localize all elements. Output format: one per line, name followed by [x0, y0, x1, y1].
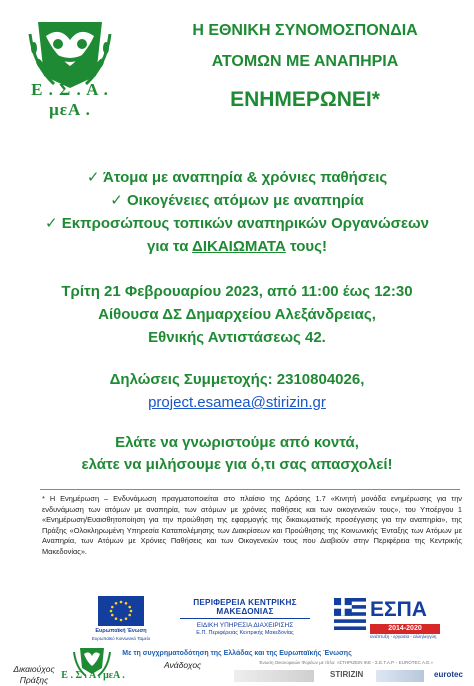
rights-line: για τα ΔΙΚΑΙΩΜΑΤΑ τους!: [147, 238, 327, 255]
partners-strip: [226, 660, 466, 686]
event-venue: Αίθουσα ΔΣ Δημαρχείου Αλεξάνδρειας,: [98, 306, 376, 323]
divider: [40, 489, 460, 490]
contact-phone: Δηλώσεις Συμμετοχής: 2310804026,: [109, 371, 365, 388]
logo-caption-small: Ε . Σ . Α . μεΑ .: [61, 670, 125, 681]
logo-caption: Ε . Σ . Α . μεΑ .: [31, 80, 109, 119]
region-title: ΠΕΡΙΦΕΡΕΙΑ ΚΕΝΤΡΙΚΗΣ ΜΑΚΕΔΟΝΙΑΣ: [193, 598, 297, 616]
eu-sublabel: Ευρωπαϊκό Κοινωνικό Ταμείο: [91, 636, 151, 641]
contact-email-link[interactable]: project.esamea@stirizin.gr: [148, 394, 326, 411]
eu-label: Ευρωπαϊκή Ένωση: [95, 628, 147, 634]
event-datetime: Τρίτη 21 Φεβρουαρίου 2023, από 11:00 έως 12:30: [61, 283, 413, 300]
contractor-label: Ανάδοχος: [164, 660, 202, 670]
checklist-item: ✓ Οικογένειες ατόμων με αναπηρία: [110, 192, 364, 209]
partner-logo: [376, 670, 424, 682]
check-icon: ✓: [110, 192, 123, 209]
sponsor-logos: [88, 596, 458, 644]
espa-tagline: ανάπτυξη - εργασία - αλληλεγγύη: [370, 634, 437, 639]
partners-caption: Ένωση Οικονομικών Φορέων με τίτλο: «ΣΤΗΡΙΖΕΙΝ ΙΚΕ - Σ.Ε.Τ.Α.Ρ. - EUROTEC Α.Ε.»: [258, 660, 434, 665]
cofunding-statement: Με τη συγχρηματοδότηση της Ελλάδας και της Ευρωπαϊκής Ένωσης: [122, 650, 352, 657]
region-rule: [180, 618, 310, 619]
rights-word: ΔΙΚΑΙΩΜΑΤΑ: [192, 238, 286, 255]
beneficiary-label: Δικαιούχος Πράξης: [13, 664, 55, 685]
eu-flag-icon: [98, 596, 144, 626]
region-subtitle: ΕΙΔΙΚΗ ΥΠΗΡΕΣΙΑ ΔΙΑΧΕΙΡΙΣΗΣ: [196, 622, 294, 629]
check-icon: ✓: [44, 215, 58, 232]
check-icon: ✓: [86, 169, 100, 186]
greek-flag-icon: [334, 598, 366, 630]
stirizin-logo: STIRIZIN: [330, 670, 364, 679]
header-line-2: ΑΤΟΜΩΝ ΜΕ ΑΝΑΠΗΡΙΑ: [211, 53, 399, 70]
event-address: Εθνικής Αντιστάσεως 42.: [148, 329, 326, 346]
region-subtitle-2: Ε.Π. Περιφέρειας Κεντρικής Μακεδονίας: [196, 630, 294, 636]
event-details: [0, 280, 474, 349]
region-logo: [170, 598, 320, 636]
eurotec-logo: eurotec: [434, 670, 463, 679]
bottom-strip: [0, 660, 474, 686]
eu-logo: [88, 596, 154, 642]
header: [150, 18, 460, 120]
invite-line-2: ελάτε να μιλήσουμε για ό,τι σας απασχολεί!: [81, 456, 393, 473]
espa-years: 2014-2020: [370, 624, 440, 634]
header-line-3: ΕΝΗΜΕΡΩΝΕΙ*: [230, 88, 380, 111]
partner-logo: [234, 670, 314, 682]
checklist-item: ✓ Εκπροσώπους τοπικών αναπηρικών Οργανώσεων: [44, 215, 430, 232]
audience-checklist: [0, 166, 474, 258]
checklist-item: ✓ Άτομα με αναπηρία & χρόνιες παθήσεις: [86, 169, 388, 186]
header-line-1: Η ΕΘΝΙΚΗ ΣΥΝΟΜΟΣΠΟΝΔΙΑ: [192, 22, 418, 39]
contact: [0, 368, 474, 414]
espa-word: ΕΣΠΑ: [370, 598, 427, 621]
espa-logo: [334, 596, 444, 640]
invite-line-1: Ελάτε να γνωριστούμε από κοντά,: [115, 434, 359, 451]
footnote: * Η Ενημέρωση – Ενδυνάμωση πραγματοποιείται στο πλαίσιο της Δράσης 1.7 «Κινητή μονάδα ενημέρωσης για την ενδυνάμωση των ατόμων με αναπηρία, των ατόμων με χρόνιες παθήσεις και των οικογενειών τους», του Υποέργου 1 «Ενημέρωση/Ευαισθητοποίηση για την προώθηση της εφαρμογής της δικαιωματικής προσέγγισης για την αναπηρία», της Πράξης «Ολοκληρωμένη Υπηρεσία Καταπολέμησης των Διακρίσεων και Προώθησης της Κοινωνικής Ένταξης των Ατόμων με Αναπηρία, των Ατόμων με Χρόνιες Παθήσεις και των Οικογενειών τους που Διαβιούν στην Περιφέρεια της Κεντρικής Μακεδονίας».: [42, 494, 462, 556]
invitation: [0, 432, 474, 476]
